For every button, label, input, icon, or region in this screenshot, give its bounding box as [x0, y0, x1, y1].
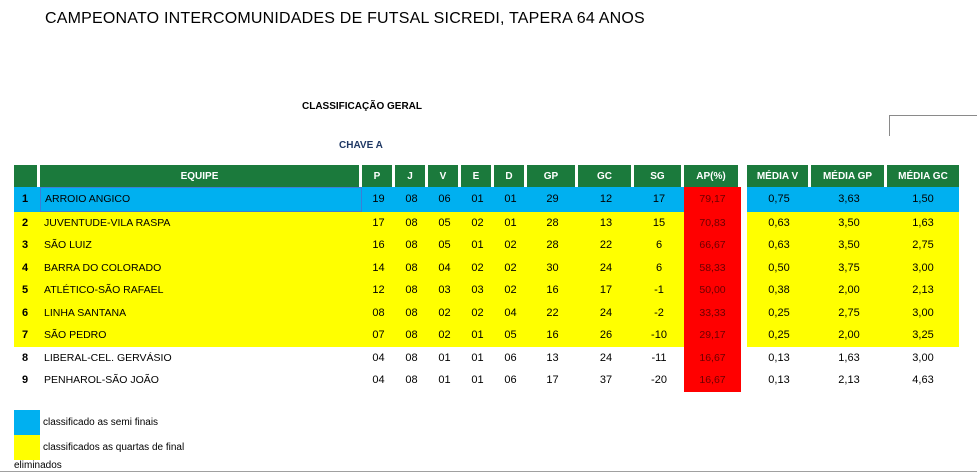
gp-cell: 28	[527, 234, 578, 257]
p-cell: 19	[362, 187, 395, 212]
col-j-header: J	[395, 165, 428, 187]
avg-gp-cell: 3,63	[811, 187, 887, 212]
p-cell: 16	[362, 234, 395, 257]
col-gp-header: GP	[527, 165, 578, 187]
v-cell: 05	[428, 234, 461, 257]
position-cell: 8	[22, 351, 29, 364]
e-cell: 02	[461, 212, 494, 235]
e-cell: 01	[461, 324, 494, 347]
j-cell: 08	[395, 234, 428, 257]
j-cell: 08	[395, 302, 428, 325]
sg-cell: -10	[634, 324, 684, 347]
p-cell: 14	[362, 257, 395, 280]
table-row	[14, 347, 959, 370]
legend-quarter-label: classificados as quartas de final	[43, 442, 185, 453]
position-cell: 4	[14, 257, 40, 280]
col-avg-v-header: MÉDIA V	[747, 165, 811, 187]
gc-cell: 26	[578, 324, 634, 347]
legend-eliminated-label: eliminados	[14, 460, 62, 471]
page-title: CAMPEONATO INTERCOMUNIDADES DE FUTSAL SICREDI, TAPERA 64 ANOS	[45, 10, 645, 27]
d-cell: 04	[494, 302, 527, 325]
d-cell: 06	[504, 374, 517, 387]
avg-gc-cell: 1,50	[887, 187, 959, 212]
col-p-header: P	[362, 165, 395, 187]
sg-cell: -2	[634, 302, 684, 325]
gc-cell: 13	[578, 212, 634, 235]
avg-gc-cell: 2,13	[887, 279, 959, 302]
avg-v-cell: 0,13	[768, 374, 790, 387]
position-cell: 1	[14, 187, 40, 212]
col-e-header: E	[461, 165, 494, 187]
p-cell: 04	[372, 351, 385, 364]
avg-gp-cell: 2,00	[811, 324, 887, 347]
table-row	[14, 257, 959, 280]
position-cell: 3	[14, 234, 40, 257]
d-cell: 02	[494, 234, 527, 257]
legend-quarter-swatch	[14, 435, 40, 460]
ap-cell: 16,67	[684, 369, 741, 392]
e-cell: 01	[471, 351, 484, 364]
avg-gp-cell: 1,63	[838, 351, 860, 364]
e-cell: 03	[461, 279, 494, 302]
j-cell: 08	[395, 279, 428, 302]
avg-gc-cell: 4,63	[912, 374, 934, 387]
sg-cell: -11	[651, 351, 667, 364]
bottom-rule	[0, 471, 977, 472]
ap-cell: 29,17	[684, 324, 741, 347]
ap-cell: 58,33	[684, 257, 741, 280]
col-ap-header: AP(%)	[684, 165, 741, 187]
p-cell: 12	[362, 279, 395, 302]
p-cell: 07	[362, 324, 395, 347]
gp-cell: 29	[527, 187, 578, 212]
col-v-header: V	[428, 165, 461, 187]
gp-cell: 28	[527, 212, 578, 235]
avg-v-cell: 0,38	[747, 279, 811, 302]
e-cell: 01	[461, 234, 494, 257]
gp-cell: 16	[527, 279, 578, 302]
v-cell: 05	[428, 212, 461, 235]
ap-cell: 50,00	[684, 279, 741, 302]
col-sg-header: SG	[634, 165, 684, 187]
legend-semi-swatch	[14, 410, 40, 435]
v-cell: 03	[428, 279, 461, 302]
v-cell: 01	[438, 351, 451, 364]
p-cell: 08	[362, 302, 395, 325]
legend-quarter	[14, 435, 184, 460]
col-d-header: D	[494, 165, 527, 187]
gc-cell: 24	[578, 257, 634, 280]
ap-cell: 33,33	[684, 302, 741, 325]
sg-cell: -20	[651, 374, 667, 387]
col-avg-gp-header: MÉDIA GP	[811, 165, 887, 187]
gc-cell: 24	[578, 302, 634, 325]
avg-v-cell: 0,13	[768, 351, 790, 364]
p-cell: 17	[362, 212, 395, 235]
sg-cell: 6	[634, 234, 684, 257]
e-cell: 01	[461, 187, 494, 212]
col-team-header: EQUIPE	[40, 165, 362, 187]
avg-gp-cell: 3,75	[811, 257, 887, 280]
sg-cell: 15	[634, 212, 684, 235]
avg-v-cell: 0,50	[747, 257, 811, 280]
avg-v-cell: 0,63	[747, 234, 811, 257]
position-cell: 7	[14, 324, 40, 347]
sg-cell: -1	[634, 279, 684, 302]
j-cell: 08	[395, 257, 428, 280]
position-cell: 6	[14, 302, 40, 325]
position-cell: 5	[14, 279, 40, 302]
avg-v-cell: 0,25	[747, 302, 811, 325]
position-cell: 9	[22, 374, 29, 387]
avg-gc-cell: 3,00	[887, 302, 959, 325]
e-cell: 02	[461, 302, 494, 325]
v-cell: 01	[438, 374, 451, 387]
standings-body	[14, 187, 959, 392]
d-cell: 06	[504, 351, 517, 364]
v-cell: 02	[428, 324, 461, 347]
gc-cell: 17	[578, 279, 634, 302]
table-row	[14, 302, 959, 325]
cell-border-fragment	[889, 115, 977, 136]
avg-gp-cell: 3,50	[811, 212, 887, 235]
position-cell: 2	[14, 212, 40, 235]
gp-cell: 16	[527, 324, 578, 347]
avg-gp-cell: 2,75	[811, 302, 887, 325]
v-cell: 02	[428, 302, 461, 325]
j-cell: 08	[395, 212, 428, 235]
ap-cell: 66,67	[684, 234, 741, 257]
section-subtitle: CLASSIFICAÇÃO GERAL	[302, 101, 422, 112]
sg-cell: 6	[634, 257, 684, 280]
team-name-cell: ATLÉTICO-SÃO RAFAEL	[40, 279, 362, 302]
col-pos-header	[14, 165, 40, 187]
avg-gp-cell: 3,50	[811, 234, 887, 257]
gc-cell: 12	[578, 187, 634, 212]
d-cell: 01	[494, 212, 527, 235]
d-cell: 05	[494, 324, 527, 347]
j-cell: 08	[395, 324, 428, 347]
v-cell: 06	[428, 187, 461, 212]
e-cell: 02	[461, 257, 494, 280]
avg-v-cell: 0,63	[747, 212, 811, 235]
team-name-cell: ARROIO ANGICO	[40, 187, 362, 212]
table-row	[14, 212, 959, 235]
j-cell: 08	[405, 351, 418, 364]
legend-eliminated	[14, 460, 62, 471]
col-gc-header: GC	[578, 165, 634, 187]
group-label: CHAVE A	[339, 140, 383, 151]
gp-cell: 30	[527, 257, 578, 280]
table-row	[14, 324, 959, 347]
team-name-cell: JUVENTUDE-VILA RASPA	[40, 212, 362, 235]
e-cell: 01	[471, 374, 484, 387]
gc-cell: 37	[599, 374, 613, 387]
table-header-row	[14, 165, 959, 187]
avg-v-cell: 0,75	[747, 187, 811, 212]
table-row	[14, 187, 959, 212]
col-avg-gc-header: MÉDIA GC	[887, 165, 959, 187]
gc-cell: 22	[578, 234, 634, 257]
gc-cell: 24	[599, 351, 613, 364]
standings-table	[14, 165, 959, 392]
avg-gc-cell: 3,00	[912, 351, 934, 364]
team-name-cell: PENHAROL-SÃO JOÃO	[44, 374, 159, 387]
sg-cell: 17	[634, 187, 684, 212]
team-name-cell: LINHA SANTANA	[40, 302, 362, 325]
legend-semi-label: classificado as semi finais	[43, 417, 159, 428]
d-cell: 02	[494, 257, 527, 280]
avg-v-cell: 0,25	[747, 324, 811, 347]
gp-cell: 13	[546, 351, 559, 364]
avg-gp-cell: 2,13	[838, 374, 860, 387]
table-row	[14, 234, 959, 257]
ap-cell: 16,67	[684, 347, 741, 370]
d-cell: 01	[494, 187, 527, 212]
team-name-cell: BARRA DO COLORADO	[40, 257, 362, 280]
table-row	[14, 369, 959, 392]
avg-gc-cell: 3,25	[887, 324, 959, 347]
gp-cell: 22	[527, 302, 578, 325]
legend-semi	[14, 410, 158, 435]
gp-cell: 17	[546, 374, 559, 387]
avg-gc-cell: 3,00	[887, 257, 959, 280]
v-cell: 04	[428, 257, 461, 280]
team-name-cell: SÃO PEDRO	[40, 324, 362, 347]
p-cell: 04	[372, 374, 385, 387]
team-name-cell: LIBERAL-CEL. GERVÁSIO	[44, 351, 172, 364]
ap-cell: 79,17	[684, 187, 741, 212]
avg-gc-cell: 2,75	[887, 234, 959, 257]
j-cell: 08	[405, 374, 418, 387]
j-cell: 08	[395, 187, 428, 212]
table-row	[14, 279, 959, 302]
team-name-cell: SÃO LUIZ	[40, 234, 362, 257]
avg-gp-cell: 2,00	[811, 279, 887, 302]
avg-gc-cell: 1,63	[887, 212, 959, 235]
ap-cell: 70,83	[684, 212, 741, 235]
d-cell: 02	[494, 279, 527, 302]
